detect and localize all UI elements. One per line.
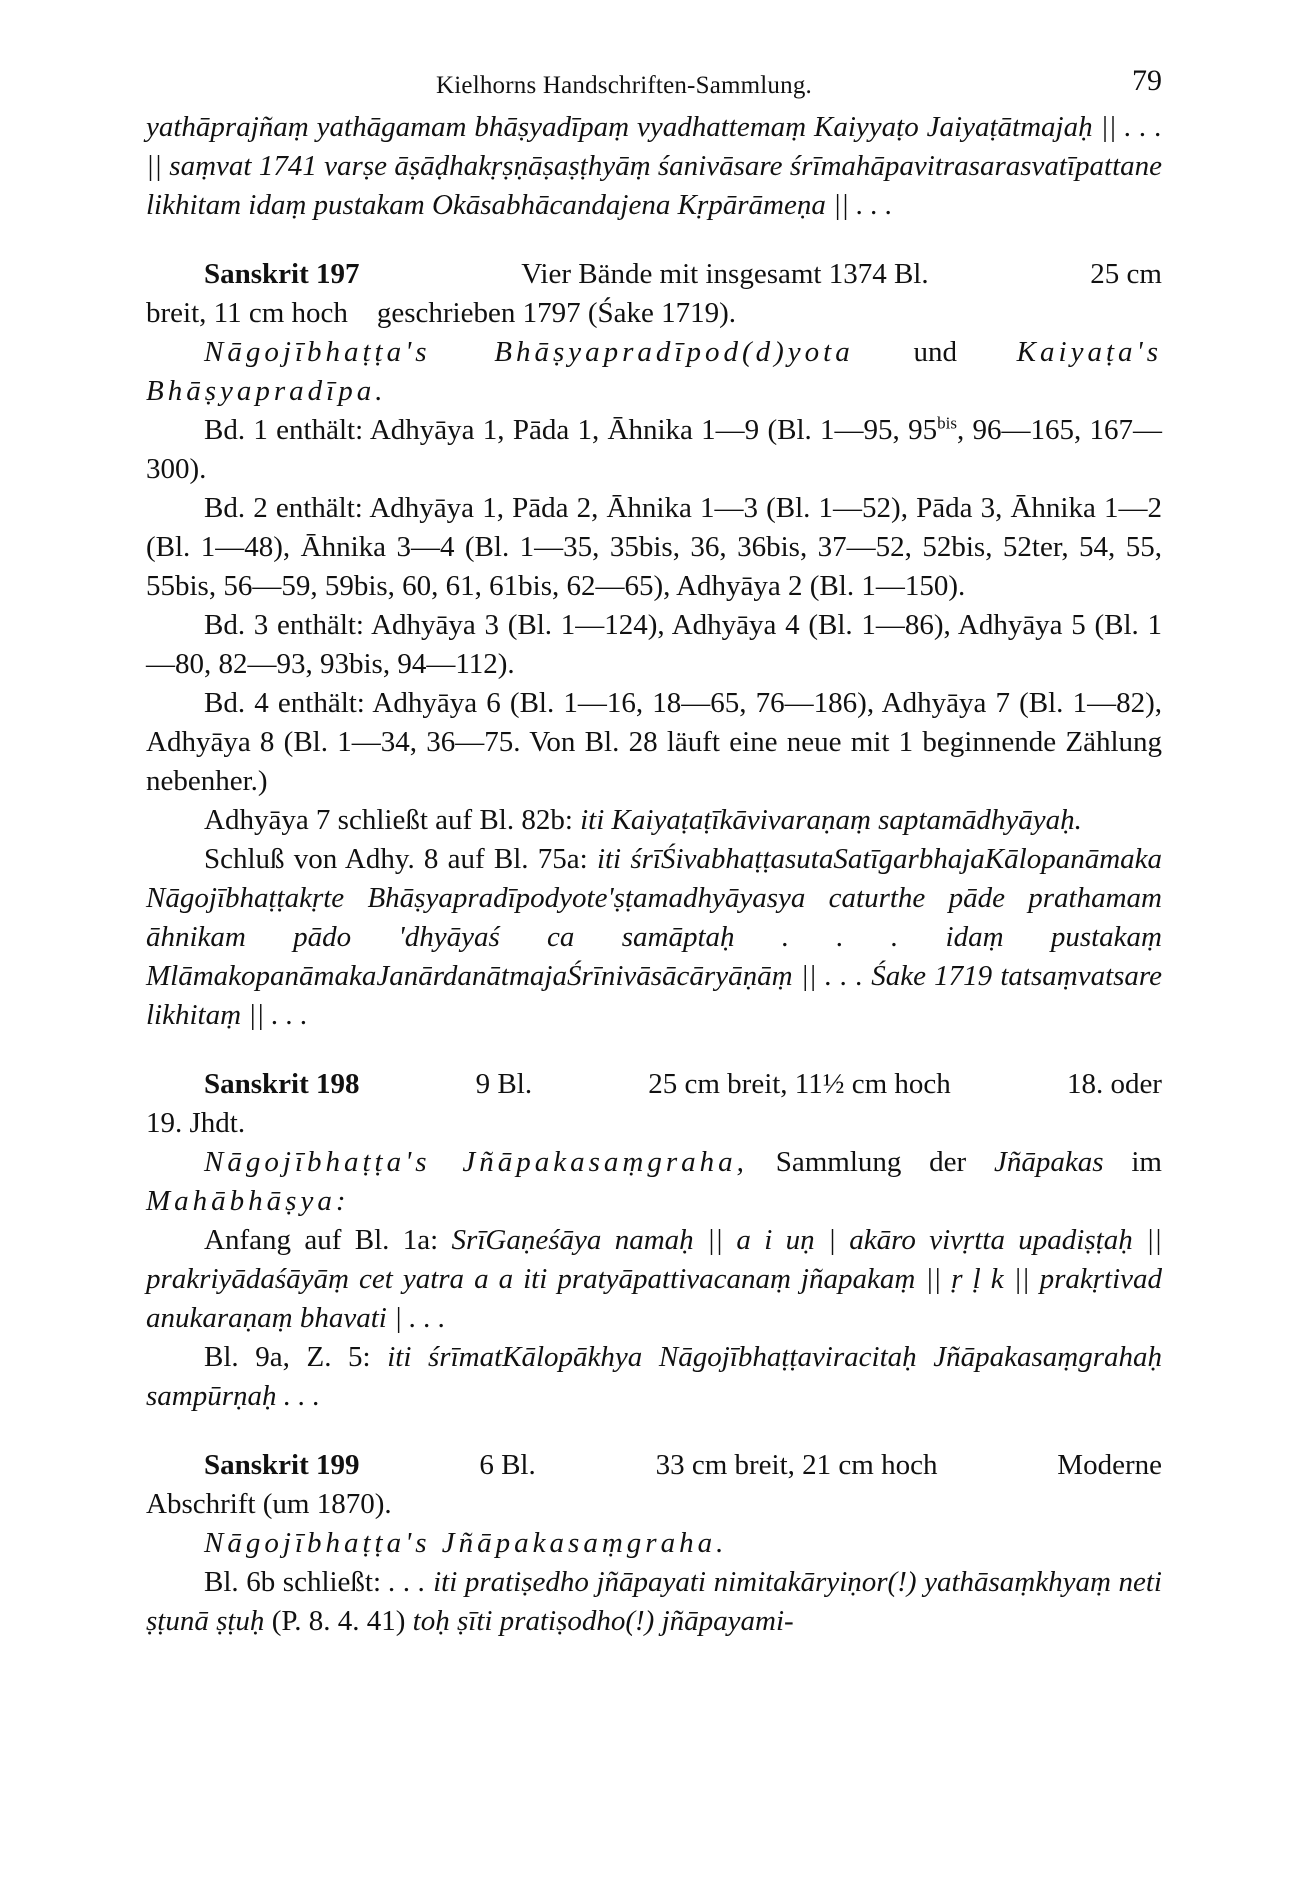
entry-197-adh7 [146,801,1162,840]
entry-197-schluss-b: iti śrīŚivabhaṭṭasutaSatīgarbhajaKālopanāmaka Nāgojībhaṭṭakṛte Bhāṣyapradīpodyote'ṣṭamadhyāyasya caturthe pāde prathamam āhnikam pādo 'dhyāyaś ca samāptaḥ . . . idaṃ pustakaṃ MlāmakopanāmakaJanārdanātmajaŚrīnivāsācāryāṇāṃ || . . . Śake 1719 tatsaṃvatsare likhitaṃ || . . . [146,843,1163,1031]
entry-199-head [146,1446,1162,1485]
entry-199-head-b: 33 cm breit, 21 cm hoch [655,1449,938,1481]
entry-199-bl6 [146,1563,1162,1641]
entry-198-title [146,1143,1162,1221]
entry-197-head [146,255,1162,294]
entry-197-adh7-b: iti Kaiyaṭaṭīkāvivaraṇaṃ saptamādhyāyaḥ. [580,804,1082,836]
entry-198-head [146,1065,1162,1104]
entry-197-head-a: Vier Bände mit insgesamt 1374 Bl. [521,258,929,290]
page-number: 79 [1132,64,1162,97]
entry-198-anfang [146,1221,1162,1338]
entry-197-title-und: und [913,336,957,368]
entry-199-bl6-b: . . . iti pratiṣedho jñāpayati nimitakāryiṇor(!) yathāsaṃkhyaṃ neti ṣṭunā ṣṭuḥ [146,1566,1162,1637]
entry-197-bd1-end: , 96—165, 167—300). [146,414,1163,485]
intro-paragraph: yathāprajñaṃ yathāgamam bhāṣyadīpaṃ vyadhattemaṃ Kaiyyaṭo Jaiyaṭātmajaḥ || . . . || saṃvat 1741 varṣe āṣāḍhakṛṣṇāṣaṣṭhyāṃ śanivāsare śrīmahāpavitrasarasvatīpattane likhitam idaṃ pustakam Okāsabhācandajena Kṛpārāmeṇa || . . . [146,111,1162,221]
entry-199-head-a: 6 Bl. [479,1449,536,1481]
entry-197-title-b: Kaiyaṭa's Bhāṣyapradīpa. [146,336,1162,407]
entry-198-anfang-b: SrīGaṇeśāya namaḥ || a i uṇ | akāro vivṛtta upadiṣṭaḥ || prakriyādaśāyāṃ cet yatra a a iti pratyāpattivacanaṃ jñapakaṃ || ṛ ḷ k || prakṛtivad anukaraṇaṃ bhavati | . . . [146,1224,1163,1334]
entry-198-title-main: Nāgojībhaṭṭa's Jñāpakasaṃgraha, [204,1146,748,1178]
entry-197-bd2: Bd. 2 enthält: Adhyāya 1, Pāda 2, Āhnika 1—3 (Bl. 1—52), Pāda 3, Āhnika 1—2 (Bl. 1—48), Āhnika 3—4 (Bl. 1—35, 35bis, 36, 36bis, 37—52, 52bis, 52ter, 54, 55, 55bis, 56—59, 59bis, 60, 61, 61bis, 62—65), Adhyāya 2 (Bl. 1—150). [146,492,1162,602]
entry-198-bl9 [146,1338,1162,1416]
entry-199-bl6-a: Bl. 6b schließt: [204,1566,382,1598]
entry-197-title-a: Nāgojībhaṭṭa's Bhāṣyapradīpod(d)yota [204,336,854,368]
entry-197-head-line2: breit, 11 cm hoch geschrieben 1797 (Śake 1719). [146,297,737,329]
entry-197-label: Sanskrit 197 [204,258,360,290]
entry-198-title-rest4: Mahābhāṣya: [146,1185,350,1217]
entry-198-title-rest2: Jñāpakas [994,1146,1104,1178]
entry-197-bd1 [146,411,1162,489]
entry-198-head-a: 9 Bl. [475,1068,533,1100]
entry-197-bd4: Bd. 4 enthält: Adhyāya 6 (Bl. 1—16, 18—65, 76—186), Adhyāya 7 (Bl. 1—82), Adhyāya 8 (Bl. 1—34, 36—75. Von Bl. 28 läuft eine neue mit 1 beginnende Zählung nebenher.) [146,687,1162,797]
entry-197-bd1-text: Bd. 1 enthält: Adhyāya 1, Pāda 1, Āhnika 1—9 (Bl. 1—95, 95 [204,414,938,446]
entry-198-head-b: 25 cm breit, 11½ cm hoch [648,1068,951,1100]
entry-198-head-line2: 19. Jhdt. [146,1107,246,1139]
entry-197-schluss-a: Schluß von Adhy. 8 auf Bl. 75a: [204,843,588,875]
entry-198-bl9-b: iti śrīmatKālopākhya Nāgojībhaṭṭaviracitaḥ Jñāpakasaṃgrahaḥ sampūrṇaḥ . . . [146,1341,1162,1412]
entry-197-head-b: 25 cm [1090,258,1162,290]
entry-197-bd1-sup: bis [937,413,957,433]
running-title: Kielhorns Handschriften-Sammlung. [436,72,812,99]
entry-199-label: Sanskrit 199 [204,1449,360,1481]
entry-198-title-rest: Sammlung der [775,1146,967,1178]
entry-199-head-c: Moderne [1057,1449,1162,1481]
entry-198-bl9-a: Bl. 9a, Z. 5: [204,1341,371,1373]
entry-198-title-rest3: im [1131,1146,1162,1178]
entry-199-bl6-d: toḥ ṣīti pratiṣodho(!) jñāpayami- [412,1605,794,1637]
entry-198-label: Sanskrit 198 [204,1068,360,1100]
entry-197-title [146,333,1162,411]
entry-199-title [146,1524,1162,1563]
entry-198-anfang-a: Anfang auf Bl. 1a: [204,1224,439,1256]
entry-197-schluss [146,840,1162,1035]
page-header [146,58,1162,106]
entry-199-head-line2: Abschrift (um 1870). [146,1488,392,1520]
entry-199-title-main: Nāgojībhaṭṭa's Jñāpakasaṃgraha. [204,1527,728,1559]
entry-197-bd3: Bd. 3 enthält: Adhyāya 3 (Bl. 1—124), Adhyāya 4 (Bl. 1—86), Adhyāya 5 (Bl. 1—80, 82—93, 93bis, 94—112). [146,609,1162,680]
entry-197-adh7-a: Adhyāya 7 schließt auf Bl. 82b: [204,804,573,836]
entry-198-head-c: 18. oder [1066,1068,1162,1100]
entry-199-bl6-c: (P. 8. 4. 41) [271,1605,406,1637]
